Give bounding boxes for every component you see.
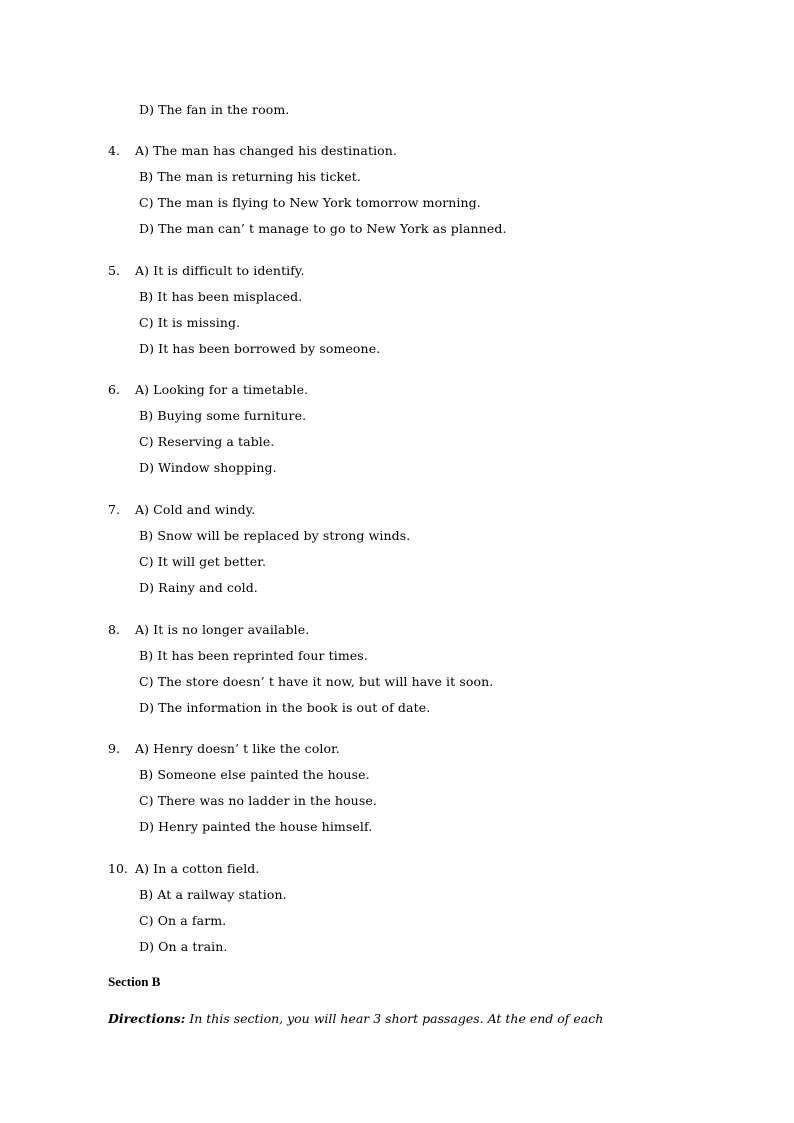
q8-option-b: B) It has been reprinted four times. xyxy=(139,648,368,663)
q6-option-a: A) Looking for a timetable. xyxy=(135,382,309,397)
q8-option-d: D) The information in the book is out of date. xyxy=(139,700,431,715)
q6-option-c: C) Reserving a table. xyxy=(139,434,275,449)
q10-option-d: D) On a train. xyxy=(139,939,228,954)
q6-number: 6. xyxy=(108,382,120,397)
directions-label: Directions: xyxy=(108,1011,186,1026)
section-b-title: Section B xyxy=(108,974,161,989)
q7-option-d: D) Rainy and cold. xyxy=(139,580,258,595)
section-b-directions xyxy=(108,1011,708,1027)
q6-option-d: D) Window shopping. xyxy=(139,460,277,475)
q5-option-c: C) It is missing. xyxy=(139,315,241,330)
q7-option-b: B) Snow will be replaced by strong winds. xyxy=(139,528,411,543)
q9-option-d: D) Henry painted the house himself. xyxy=(139,819,373,834)
q10-number: 10. xyxy=(108,861,128,876)
q7-option-c: C) It will get better. xyxy=(139,554,267,569)
q9-option-b: B) Someone else painted the house. xyxy=(139,767,370,782)
q8-option-c: C) The store doesn’ t have it now, but will have it soon. xyxy=(139,674,494,689)
q3-option-d: D) The fan in the room. xyxy=(139,102,290,117)
directions-text: In this section, you will hear 3 short passages. At the end of each xyxy=(185,1011,604,1026)
q8-number: 8. xyxy=(108,622,120,637)
q8-option-a: A) It is no longer available. xyxy=(135,622,310,637)
q7-option-a: A) Cold and windy. xyxy=(135,502,256,517)
q5-option-b: B) It has been misplaced. xyxy=(139,289,303,304)
q10-option-b: B) At a railway station. xyxy=(139,887,287,902)
q5-option-a: A) It is difficult to identify. xyxy=(135,263,305,278)
q4-option-a: A) The man has changed his destination. xyxy=(135,143,398,158)
q9-number: 9. xyxy=(108,741,120,756)
q10-option-c: C) On a farm. xyxy=(139,913,227,928)
q9-option-a: A) Henry doesn’ t like the color. xyxy=(135,741,340,756)
q4-option-d: D) The man can’ t manage to go to New York as planned. xyxy=(139,221,507,236)
q4-option-c: C) The man is flying to New York tomorrow morning. xyxy=(139,195,481,210)
q4-option-b: B) The man is returning his ticket. xyxy=(139,169,361,184)
q6-option-b: B) Buying some furniture. xyxy=(139,408,307,423)
q5-option-d: D) It has been borrowed by someone. xyxy=(139,341,381,356)
q5-number: 5. xyxy=(108,263,120,278)
q7-number: 7. xyxy=(108,502,120,517)
q9-option-c: C) There was no ladder in the house. xyxy=(139,793,377,808)
q4-number: 4. xyxy=(108,143,120,158)
q10-option-a: A) In a cotton field. xyxy=(135,861,260,876)
